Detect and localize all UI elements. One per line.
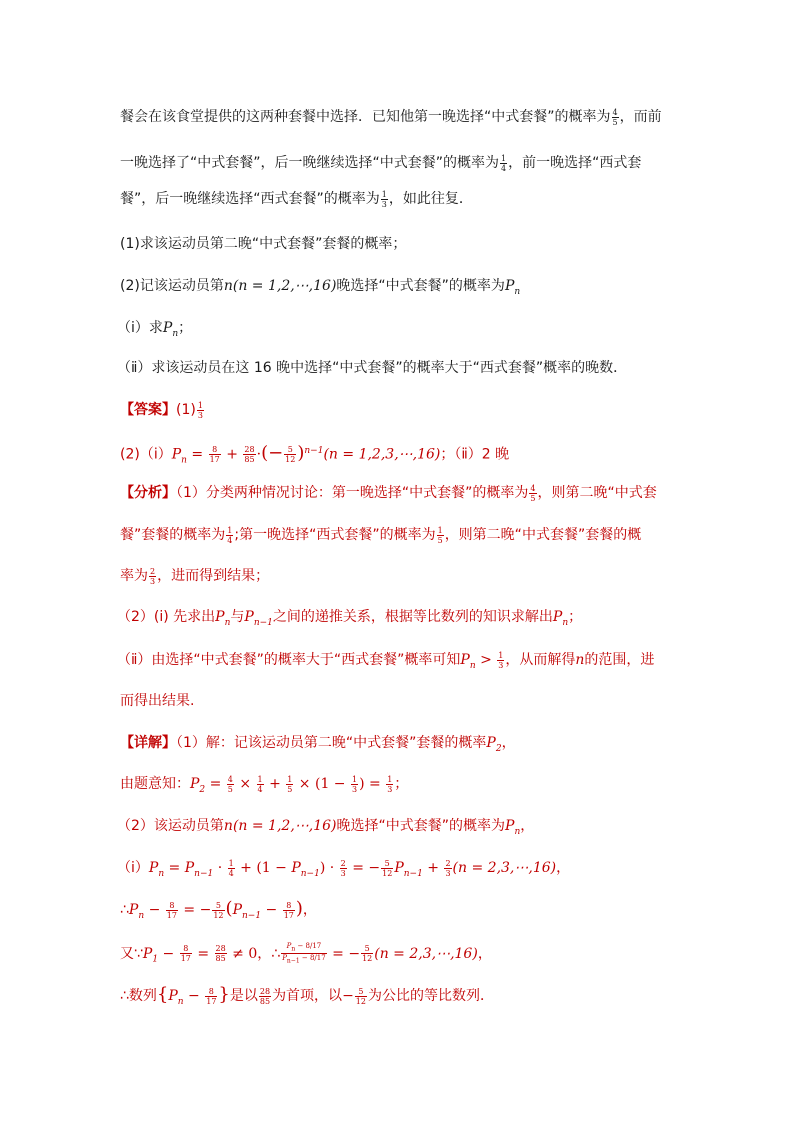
math-var: P (505, 818, 515, 834)
math-op: − (144, 902, 165, 918)
fraction-1-5: $\frac{1}{5}$ (287, 774, 293, 794)
problem-line-3 (120, 189, 473, 209)
math-var: P (244, 609, 254, 625)
question-text: （ⅱ）求该运动员在这 16 晚中选择“中式套餐”的概率大于“西式套餐”概率的晚数． (117, 360, 628, 376)
math-sub: n−1 (194, 868, 214, 879)
math-var: P (291, 860, 301, 876)
analysis-text: 之间的递推关系，根据等比数列的知识求解出 (272, 609, 553, 625)
fraction-1-3: $\frac{1}{3}$ (352, 774, 358, 794)
detail-text: （2）该运动员第 (117, 818, 224, 834)
math-sub: 1 (152, 954, 159, 965)
brace-close: } (218, 984, 230, 1005)
detail-text: ， (302, 902, 317, 918)
problem-line-2 (120, 153, 641, 173)
question-text: ； (178, 320, 193, 336)
analysis-text: ，从而解得 (505, 652, 576, 668)
detail-line-7 (120, 985, 494, 1012)
question-1 (120, 234, 406, 254)
math-sub: n (172, 328, 179, 339)
detail-text: ∴数列 (120, 988, 157, 1004)
math-op: − (183, 988, 205, 1004)
math-sub: n (514, 286, 521, 297)
math-op: = − (347, 860, 381, 876)
analysis-text: 率为 (120, 568, 148, 584)
fraction-4-5: $\frac{4}{5}$ (612, 107, 618, 127)
analysis-text: （ⅱ）由选择“中式套餐”的概率大于“西式套餐”概率可知 (117, 652, 461, 668)
analysis-line-3 (120, 566, 269, 586)
question-text: (2)记该运动员第 (120, 278, 224, 294)
math-op: ≠ 0 (227, 945, 258, 962)
detail-text: ， (556, 860, 571, 876)
detail-text: ， (501, 735, 516, 751)
math-sub: n (562, 617, 569, 628)
math-sub: n (224, 617, 231, 628)
ratio-fraction: $\frac{P_n - 8/17}{P_{n-1} - 8/17}$ (282, 942, 326, 965)
fraction-1-3: $\frac{1}{3}$ (197, 400, 203, 420)
fraction-1-5: $\frac{1}{5}$ (437, 525, 443, 545)
math-var: P (190, 776, 200, 792)
math-var: P (168, 988, 178, 1004)
fraction-8-17: $\frac{8}{17}$ (206, 986, 217, 1006)
fraction-5-12: $\frac{5}{12}$ (213, 900, 224, 920)
math-sub: n (158, 868, 165, 879)
math-exponent: n−1 (304, 446, 324, 456)
paren-close: ) (297, 442, 305, 464)
fraction-8-17: $\frac{8}{17}$ (180, 944, 191, 964)
detail-text: ∴ (120, 902, 129, 918)
math-var: P (171, 446, 182, 463)
math-sub: 2 (495, 743, 502, 754)
question-text: （ⅰ）求 (117, 320, 163, 336)
math-op: + (1 − (235, 860, 292, 876)
math-op: > (475, 652, 497, 668)
fraction-1-3: $\frac{1}{3}$ (387, 774, 393, 794)
math-sub: n−1 (403, 868, 423, 879)
problem-text: ，而前 (619, 109, 662, 125)
math-sub: n (514, 826, 521, 837)
fraction-5-12: $\frac{5}{12}$ (362, 944, 373, 964)
math-op: − (342, 988, 354, 1004)
math-var: P (460, 652, 470, 668)
math-op: + (221, 446, 243, 463)
math-sub: n−1 (253, 617, 273, 628)
math-op: × ( (294, 776, 321, 792)
math-expr: (n = 2,3,⋯,16) (452, 860, 557, 876)
analysis-text: ;第一晚选择“西式套餐”的概率为 (234, 527, 436, 543)
math-var: P (486, 735, 496, 751)
math-op: + (422, 860, 444, 876)
math-op: − (261, 902, 282, 918)
detail-text: ； (394, 776, 409, 792)
question-text: 晚选择“中式套餐”的概率为 (336, 278, 505, 294)
math-expr: (n = 2,3,⋯,16) (374, 945, 478, 962)
math-op: + (264, 776, 286, 792)
math-sub: n−1 (300, 868, 320, 879)
math-sub: n (138, 910, 145, 921)
detail-line-2 (120, 774, 408, 800)
answer-line-1 (120, 400, 205, 420)
math-op: · (256, 446, 262, 463)
fraction-5-12: $\frac{5}{12}$ (285, 445, 296, 465)
fraction-28-85: $\frac{28}{85}$ (244, 445, 255, 465)
analysis-text: 的范围，进 (584, 652, 655, 668)
answer-line-2 (120, 441, 509, 470)
analysis-text: （2）(ⅰ) 先求出 (117, 609, 216, 625)
analysis-line-4 (117, 607, 582, 633)
fraction-5-12: $\frac{5}{12}$ (355, 986, 366, 1006)
math-var: P (162, 320, 173, 336)
detail-line-4 (117, 858, 570, 884)
math-op: · (213, 860, 227, 876)
detail-line-5 (120, 899, 317, 926)
fraction-1-4: $\frac{1}{4}$ (228, 858, 234, 878)
math-op: ) · (319, 860, 339, 876)
problem-text: 餐”，后一晚继续选择“西式套餐”的概率为 (120, 191, 380, 207)
problem-line-1 (120, 107, 662, 127)
answer-text: (2)（ⅰ） (120, 446, 172, 463)
detail-text: 是以 (229, 988, 258, 1004)
math-op: = (192, 945, 214, 962)
question-2-i (117, 318, 192, 344)
math-var: P (184, 860, 195, 876)
detail-line-6 (120, 942, 492, 970)
fraction-2-3: $\frac{2}{3}$ (340, 858, 346, 878)
math-expr: (n = 1,2,3,⋯,16) (323, 446, 441, 463)
math-sub: n (469, 660, 476, 671)
brace-open: { (156, 984, 169, 1005)
answer-text: (1) (176, 402, 196, 418)
fraction-5-12: $\frac{5}{12}$ (382, 858, 393, 878)
problem-text: 一晚选择了“中式套餐”，后一晚继续选择“中式套餐”的概率为 (120, 155, 500, 171)
fraction-1-4: $\frac{1}{4}$ (227, 525, 233, 545)
analysis-tag: 【分析】 (120, 485, 176, 501)
analysis-text: ，则第二晚“中式套 (537, 485, 657, 501)
math-var: P (232, 902, 242, 918)
problem-text: ，如此往复． (388, 191, 473, 207)
math-var: P (552, 609, 563, 625)
math-sub: n (181, 455, 187, 466)
detail-text: （ⅰ） (117, 860, 149, 876)
math-var: P (142, 945, 153, 962)
detail-text: 又∵ (120, 945, 143, 962)
question-2 (120, 276, 520, 302)
question-text: (1)求该运动员第二晚“中式套餐”套餐的概率； (120, 236, 407, 252)
math-op: = − (327, 945, 361, 962)
paren-close: ) (295, 898, 303, 919)
math-op: = (205, 776, 226, 792)
detail-text: ，∴ (257, 945, 281, 962)
fraction-1-4: $\frac{1}{4}$ (501, 153, 507, 173)
detail-text: 由题意知： (120, 776, 190, 792)
analysis-text: ； (568, 609, 583, 625)
answer-tag: 【答案】 (120, 402, 176, 418)
analysis-text: ，进而得到结果； (157, 568, 270, 584)
paren-open: ( (225, 898, 233, 919)
math-sub: n (177, 996, 184, 1007)
analysis-line-6 (120, 691, 194, 711)
analysis-text: （1）分类两种情况讨论：第一晚选择“中式套餐”的概率为 (176, 485, 529, 501)
fraction-2-3: $\frac{2}{3}$ (150, 566, 156, 586)
math-var: P (394, 860, 404, 876)
answer-text: ；（ⅱ）2 晚 (440, 446, 510, 463)
math-var: P (148, 860, 159, 876)
analysis-line-5 (117, 650, 654, 676)
fraction-2-3: $\frac{2}{3}$ (445, 858, 451, 878)
analysis-text: 餐”套餐的概率为 (120, 527, 226, 543)
math-op: = − (178, 902, 212, 918)
math-op: = (186, 446, 208, 463)
problem-text: 餐会在该食堂提供的这两种套餐中选择．已知他第一晚选择“中式套餐”的概率为 (120, 109, 611, 125)
detail-line-1 (120, 733, 516, 759)
detail-text: ， (520, 818, 535, 834)
detail-line-3 (117, 816, 534, 842)
math-var: P (504, 278, 515, 294)
math-op: 1 − (320, 776, 350, 792)
math-var: P (215, 609, 225, 625)
analysis-line-2 (120, 525, 641, 545)
fraction-4-5: $\frac{4}{5}$ (227, 774, 233, 794)
detail-text: 晚选择“中式套餐”的概率为 (336, 818, 506, 834)
detail-text: ， (477, 945, 492, 962)
question-2-ii (117, 358, 627, 378)
fraction-8-17: $\frac{8}{17}$ (166, 900, 177, 920)
analysis-line-1 (120, 483, 657, 503)
math-op: = (164, 860, 185, 876)
math-op: ) = (359, 776, 386, 792)
math-expr: n(n = 1,2,⋯,16) (223, 818, 337, 834)
math-var: n (575, 652, 585, 668)
analysis-text: 而得出结果. (120, 693, 195, 709)
fraction-1-3: $\frac{1}{3}$ (381, 189, 387, 209)
math-sub: 2 (199, 784, 206, 795)
analysis-text: ，则第二晚“中式套餐”套餐的概 (444, 527, 642, 543)
fraction-4-5: $\frac{4}{5}$ (530, 483, 536, 503)
paren-open: (− (261, 442, 284, 464)
math-op: − (158, 945, 179, 962)
math-op: × (234, 776, 256, 792)
math-expr: n(n = 1,2,⋯,16) (223, 278, 337, 294)
math-sub: n−1 (241, 910, 262, 921)
fraction-8-17: $\frac{8}{17}$ (209, 445, 220, 465)
detail-tag: 【详解】 (120, 735, 176, 751)
fraction-1-3: $\frac{1}{3}$ (498, 650, 504, 670)
detail-text: 为公比的等比数列． (367, 988, 494, 1004)
fraction-28-85: $\frac{28}{85}$ (215, 944, 226, 964)
problem-text: ，前一晚选择“西式套 (508, 155, 642, 171)
analysis-text: 与 (230, 609, 245, 625)
detail-text: （1）解：记该运动员第二晚“中式套餐”套餐的概率 (176, 735, 487, 751)
fraction-1-4: $\frac{1}{4}$ (257, 774, 263, 794)
fraction-28-85: $\frac{28}{85}$ (259, 986, 271, 1006)
detail-text: 为首项，以 (272, 988, 343, 1004)
math-var: P (128, 902, 139, 918)
fraction-8-17: $\frac{8}{17}$ (283, 900, 294, 920)
